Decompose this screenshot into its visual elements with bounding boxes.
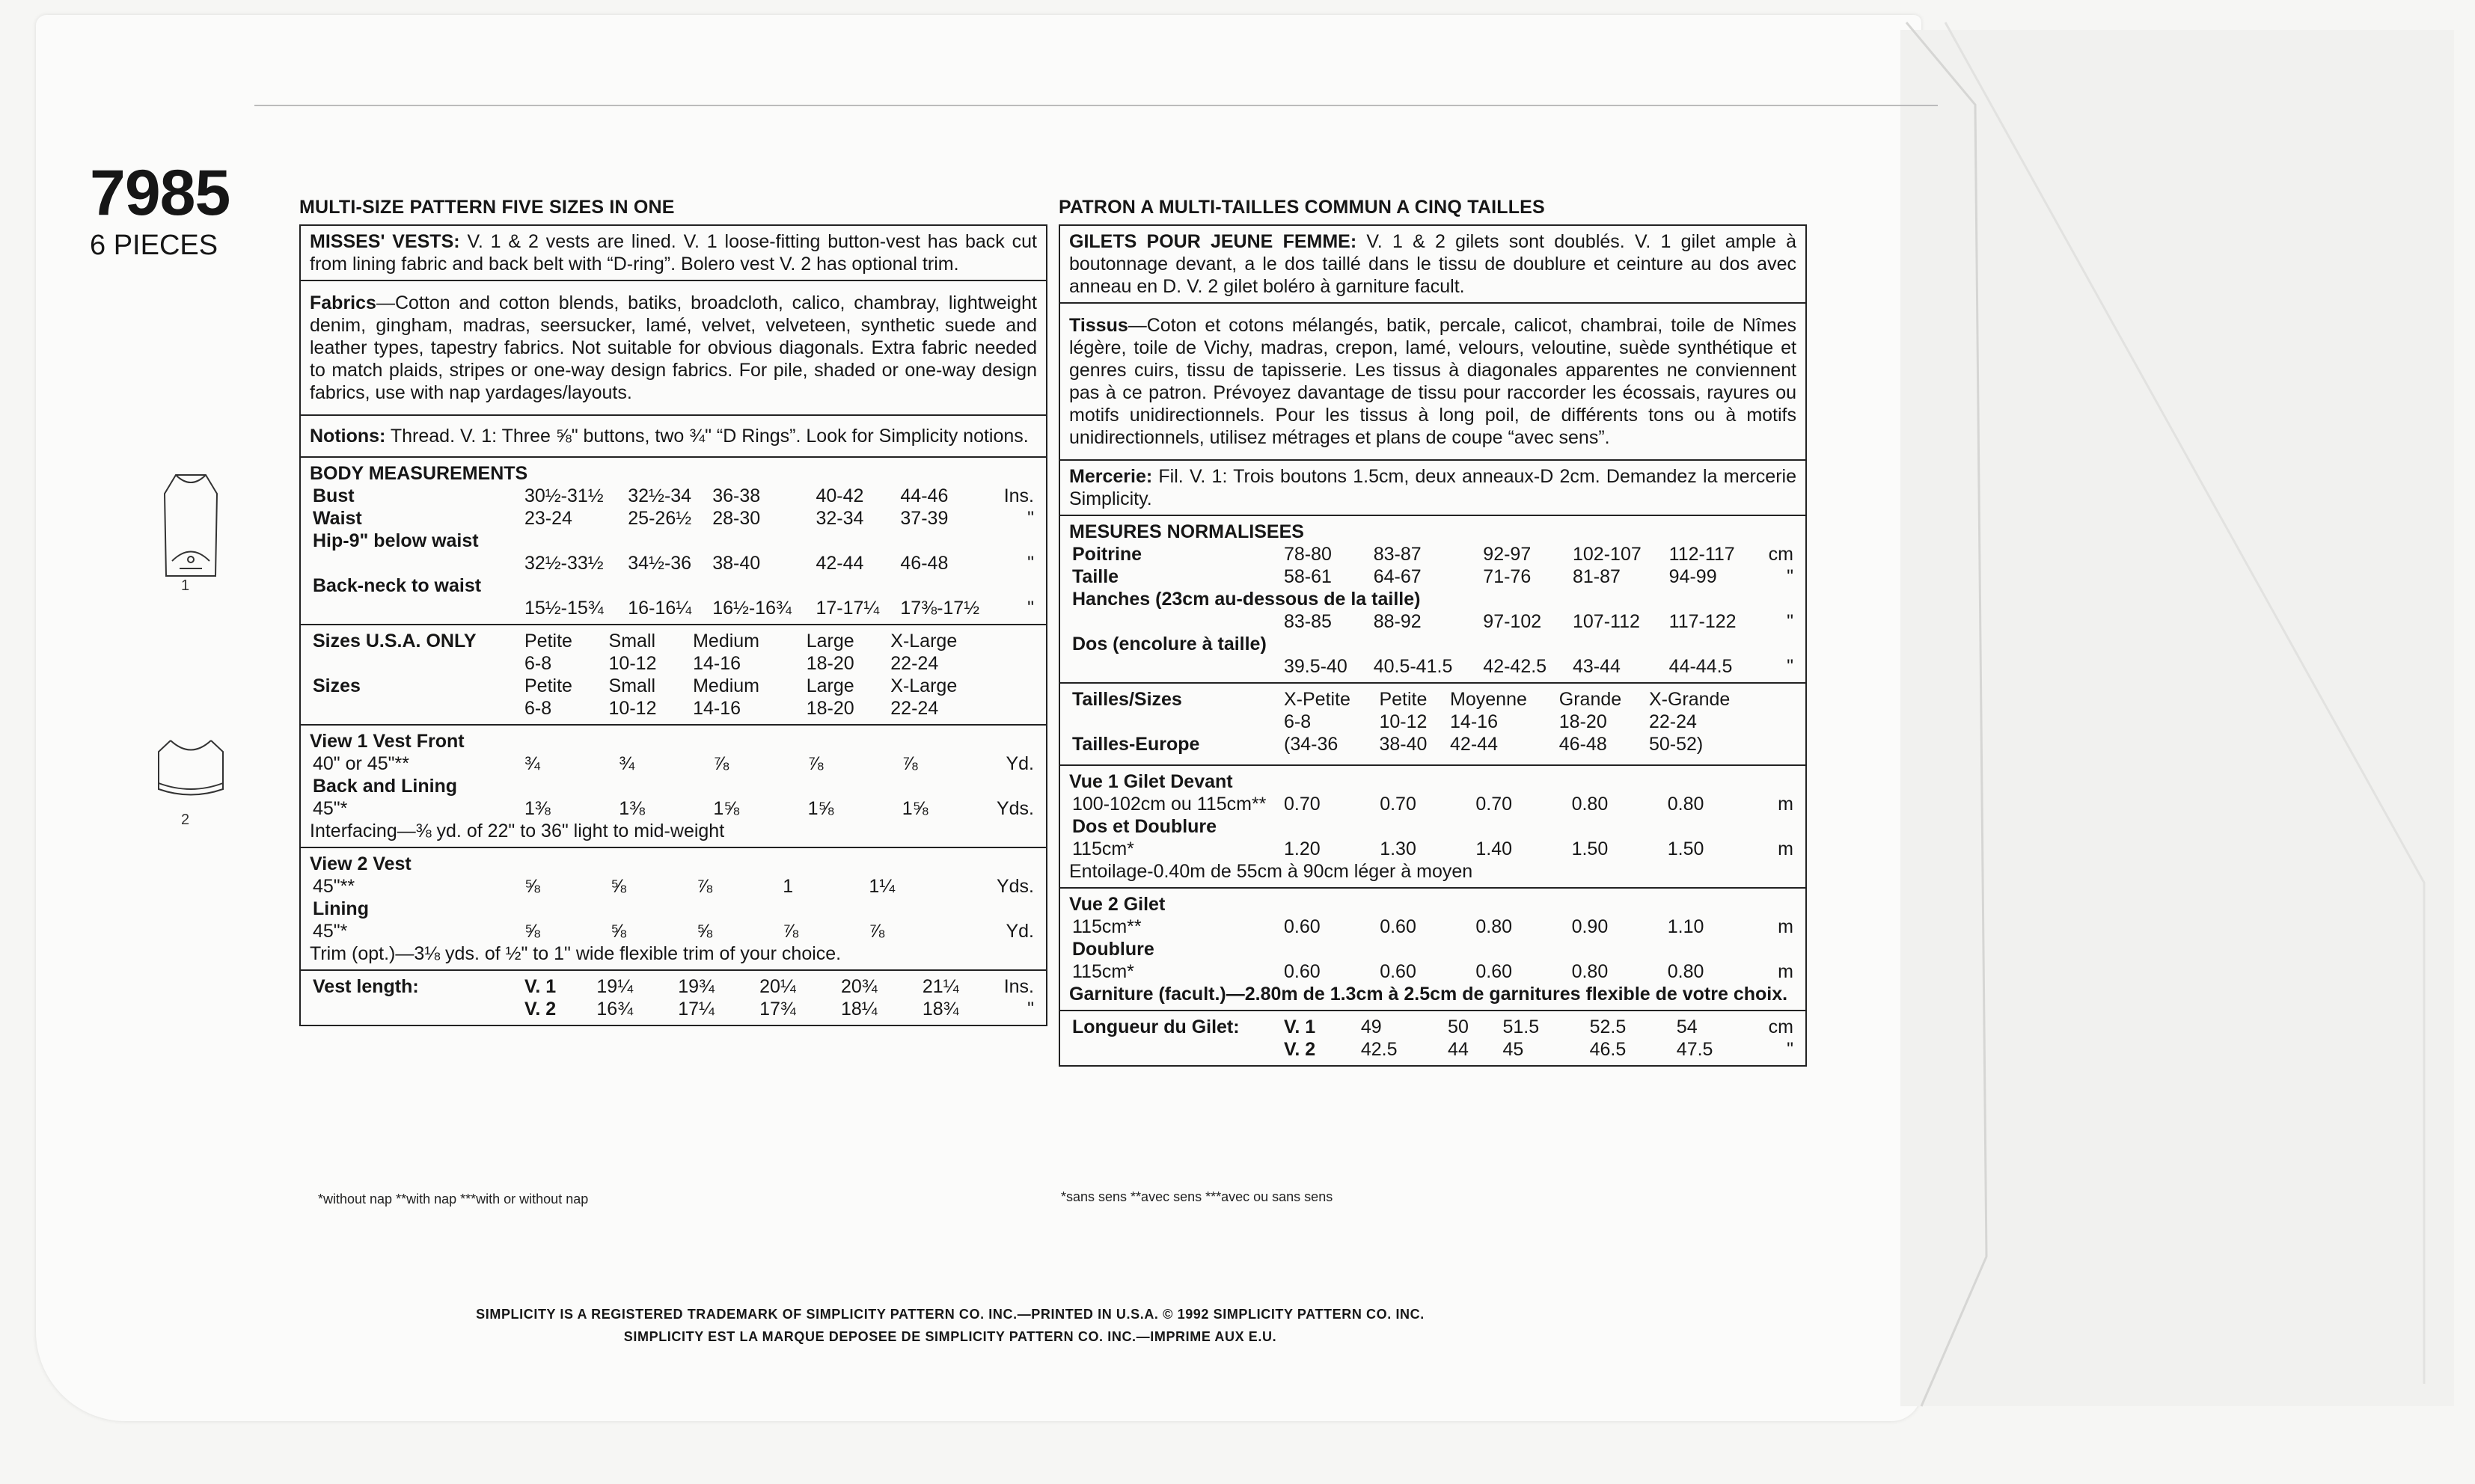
table-row: 32½-33½ 34½-36 38-40 42-44 46-48 " xyxy=(524,553,1034,574)
table-row: 6-8 10-12 14-16 18-20 22-24 xyxy=(524,653,939,674)
en-header: MULTI-SIZE PATTERN FIVE SIZES IN ONE xyxy=(299,197,675,218)
fr-vests-title: GILETS POUR JEUNE FEMME: xyxy=(1069,231,1357,252)
table-row: Bust 30½-31½ 32½-34 36-38 40-42 44-46 Ins. xyxy=(313,485,1034,506)
table-row: 6-8 10-12 14-16 18-20 22-24 xyxy=(1284,711,1697,732)
fr-box xyxy=(1059,224,1807,1067)
table-row: Tailles/Sizes X-Petite Petite Moyenne Grande X-Grande xyxy=(1072,689,1731,710)
en-fabrics-text: —Cotton and cotton blends, batiks, broadcloth, calico, chambray, lightweight denim, gingham, madras, seersucker, lamé, velvet, velveteen, synthetic suede and leather types, tapestry fabrics. Not suitable for obvious diagonals. Extra fabric needed to match plaids, stripes or one-way design fabrics. For pile, shaded or one-way design fabrics, use with nap yardages/layouts. xyxy=(310,292,1037,403)
trademark-text xyxy=(165,1303,1736,1348)
table-row: 83-85 88-92 97-102 107-112 117-122 " xyxy=(1284,611,1793,632)
table-row: Tailles-Europe (34-36 38-40 42-44 46-48 50-52) xyxy=(1072,734,1704,755)
table-row: Longueur du Gilet: V. 1 49 50 51.5 52.5 54 cm xyxy=(1072,1017,1793,1037)
table-row: Back and Lining xyxy=(313,776,458,797)
fr-trim: Garniture (facult.)—2.80m de 1.3cm à 2.5cm de garnitures flexible de votre choix. xyxy=(1069,984,1788,1005)
trademark-line-1: SIMPLICITY IS A REGISTERED TRADEMARK OF SIMPLICITY PATTERN CO. INC.—PRINTED IN U.S.A. © 1992 SIMPLICITY PATTERN CO. INC. xyxy=(476,1307,1425,1322)
table-row: 45"* ⅝ ⅝ ⅝ ⅞ ⅞ Yd. xyxy=(313,921,1034,942)
table-row: Poitrine 78-80 83-87 92-97 102-107 112-117 cm xyxy=(1072,544,1793,565)
en-footnote: *without nap **with nap ***with or without nap xyxy=(318,1192,589,1206)
en-v1-title: View 1 Vest Front xyxy=(310,731,465,752)
fr-sizes-section xyxy=(1060,684,1805,766)
table-row: 115cm* 1.20 1.30 1.40 1.50 1.50 m xyxy=(1072,838,1793,859)
view-1-sketch-icon xyxy=(150,471,232,591)
table-row: Lining xyxy=(313,898,369,919)
table-row: V. 2 16¾ 17¼ 17¾ 18¼ 18¾ " xyxy=(524,999,1034,1020)
fr-body-title: MESURES NORMALISEES xyxy=(1069,521,1304,542)
table-row: 45"* 1⅜ 1⅜ 1⅝ 1⅝ 1⅝ Yds. xyxy=(313,798,1034,819)
fr-vest-length-table xyxy=(1069,1016,1796,1061)
fr-notions-text: Fil. V. 1: Trois boutons 1.5cm, deux anneaux-D 2cm. Demandez la mercerie Simplicity. xyxy=(1069,466,1796,509)
en-fabrics-section xyxy=(301,281,1046,416)
fr-fabrics-title: Tissus xyxy=(1069,315,1128,336)
table-row: Vest length: V. 1 19¼ 19¾ 20¼ 20¾ 21¼ Ins. xyxy=(313,976,1034,997)
en-interfacing: Interfacing—⅜ yd. of 22" to 36" light to mid-weight xyxy=(310,821,725,841)
en-notions-title: Notions: xyxy=(310,426,386,447)
fr-view2-section xyxy=(1060,889,1805,1011)
table-row: 15½-15¾ 16-16¼ 16½-16¾ 17-17¼ 17⅜-17½ " xyxy=(524,598,1034,619)
table-row: 100-102cm ou 115cm** 0.70 0.70 0.70 0.80 0.80 m xyxy=(1072,794,1793,815)
fr-notions-title: Mercerie: xyxy=(1069,466,1153,487)
fr-v2-title: Vue 2 Gilet xyxy=(1069,894,1166,915)
en-measurements-section xyxy=(301,458,1046,625)
flap-show-through xyxy=(2155,224,2274,1272)
en-fabrics-title: Fabrics xyxy=(310,292,376,313)
en-v2-title: View 2 Vest xyxy=(310,853,412,874)
fr-fabrics-text: —Coton et cotons mélangés, batik, percale, calicot, chambrai, toile de Nîmes légère, toile de Vichy, madras, crepon, lamé, velours, veloutine, suède synthétique et genres cuirs, tissu de tapisserie. Les tissus à diagonales apparentes ne conviennent pas à ce patron. Prévoyez davantage de tissu pour raccorder les écossais, rayures ou motifs unidirectionnels. Pour les tissus à long poil, de différents tons ou à motifs unidirectionnels, utilisez métrages et plans de coupe “avec sens”. xyxy=(1069,315,1796,448)
table-row: 40" or 45"** ¾ ¾ ⅞ ⅞ ⅞ Yd. xyxy=(313,753,1034,774)
en-vests-title: MISSES' VESTS: xyxy=(310,231,460,252)
pattern-id xyxy=(90,157,230,262)
en-vest-length-table xyxy=(310,975,1037,1020)
fr-footnote: *sans sens **avec sens ***avec ou sans sens xyxy=(1061,1189,1333,1204)
fr-body-table xyxy=(1069,543,1796,678)
en-sizes-section xyxy=(301,625,1046,726)
en-view2-section xyxy=(301,848,1046,971)
table-row: 115cm** 0.60 0.60 0.80 0.90 1.10 m xyxy=(1072,916,1793,937)
pattern-pieces: 6 PIECES xyxy=(90,230,218,261)
english-column xyxy=(299,196,1047,1026)
fr-v1-table xyxy=(1069,793,1796,860)
table-row: 45"** ⅝ ⅝ ⅞ 1 1¼ Yds. xyxy=(313,876,1034,897)
en-v1-table xyxy=(310,752,1037,820)
table-row: Sizes Petite Small Medium Large X-Large xyxy=(313,675,958,696)
en-notions-section xyxy=(301,416,1046,458)
en-vest-length-section xyxy=(301,971,1046,1025)
fr-v2-table xyxy=(1069,916,1796,983)
view-1-label: 1 xyxy=(181,577,190,594)
en-sizes-table xyxy=(310,630,1037,720)
table-row: Doublure xyxy=(1072,939,1154,960)
en-trim: Trim (opt.)—3⅛ yds. of ½" to 1" wide flexible trim of your choice. xyxy=(310,943,842,964)
fr-vest-length-section xyxy=(1060,1011,1805,1065)
en-v2-table xyxy=(310,875,1037,942)
fr-vests-section xyxy=(1060,226,1805,304)
fr-view1-section xyxy=(1060,766,1805,889)
en-vests-text: V. 1 & 2 vests are lined. V. 1 loose-fitting button-vest has back cut from lining fabric and back belt with “D-ring”. Bolero vest V. 2 has optional trim. xyxy=(310,231,1037,275)
table-row: Dos (encolure à taille) xyxy=(1072,634,1267,654)
top-rule xyxy=(254,105,1938,106)
fr-notions-section xyxy=(1060,461,1805,516)
table-row: Hanches (23cm au-dessous de la taille) xyxy=(1072,589,1421,610)
en-notions-text: Thread. V. 1: Three ⅝" buttons, two ¾" “D Rings”. Look for Simplicity notions. xyxy=(385,426,1029,447)
table-row: Dos et Doublure xyxy=(1072,816,1217,837)
fr-measurements-section xyxy=(1060,516,1805,684)
pattern-number: 7985 xyxy=(90,157,230,229)
fr-v1-title: Vue 1 Gilet Devant xyxy=(1069,771,1233,792)
en-vests-section xyxy=(301,226,1046,281)
fr-vests-text: V. 1 & 2 gilets sont doublés. V. 1 gilet ample à boutonnage devant, a le dos taillé dans le tissu de doublure et ceinture au dos avec anneau en D. V. 2 gilet boléro à garniture facult. xyxy=(1069,231,1796,297)
table-row: V. 2 42.5 44 45 46.5 47.5 " xyxy=(1284,1039,1793,1060)
table-row: Waist 23-24 25-26½ 28-30 32-34 37-39 " xyxy=(313,508,1034,529)
table-row: Hip-9" below waist xyxy=(313,530,479,551)
french-column xyxy=(1059,196,1807,1067)
table-row: Taille 58-61 64-67 71-76 81-87 94-99 " xyxy=(1072,566,1793,587)
view-2-sketch-icon xyxy=(150,737,232,804)
table-row: 39.5-40 40.5-41.5 42-42.5 43-44 44-44.5 " xyxy=(1284,656,1793,677)
trademark-line-2: SIMPLICITY EST LA MARQUE DEPOSEE DE SIMPLICITY PATTERN CO. INC.—IMPRIME AUX E.U. xyxy=(623,1329,1277,1344)
fr-sizes-table xyxy=(1069,688,1796,760)
en-box xyxy=(299,224,1047,1026)
view-2-label: 2 xyxy=(181,812,190,828)
en-view1-section xyxy=(301,726,1046,848)
en-body-table xyxy=(310,485,1037,619)
table-row: Back-neck to waist xyxy=(313,575,482,596)
fr-header: PATRON A MULTI-TAILLES COMMUN A CINQ TAILLES xyxy=(1059,197,1545,218)
fr-interfacing: Entoilage-0.40m de 55cm à 90cm léger à moyen xyxy=(1069,861,1473,882)
table-row: 6-8 10-12 14-16 18-20 22-24 xyxy=(524,698,939,719)
table-row: 115cm* 0.60 0.60 0.60 0.80 0.80 m xyxy=(1072,961,1793,982)
en-body-title: BODY MEASUREMENTS xyxy=(310,463,528,484)
fr-fabrics-section xyxy=(1060,304,1805,461)
table-row: Sizes U.S.A. ONLY Petite Small Medium Large X-Large xyxy=(313,631,958,651)
